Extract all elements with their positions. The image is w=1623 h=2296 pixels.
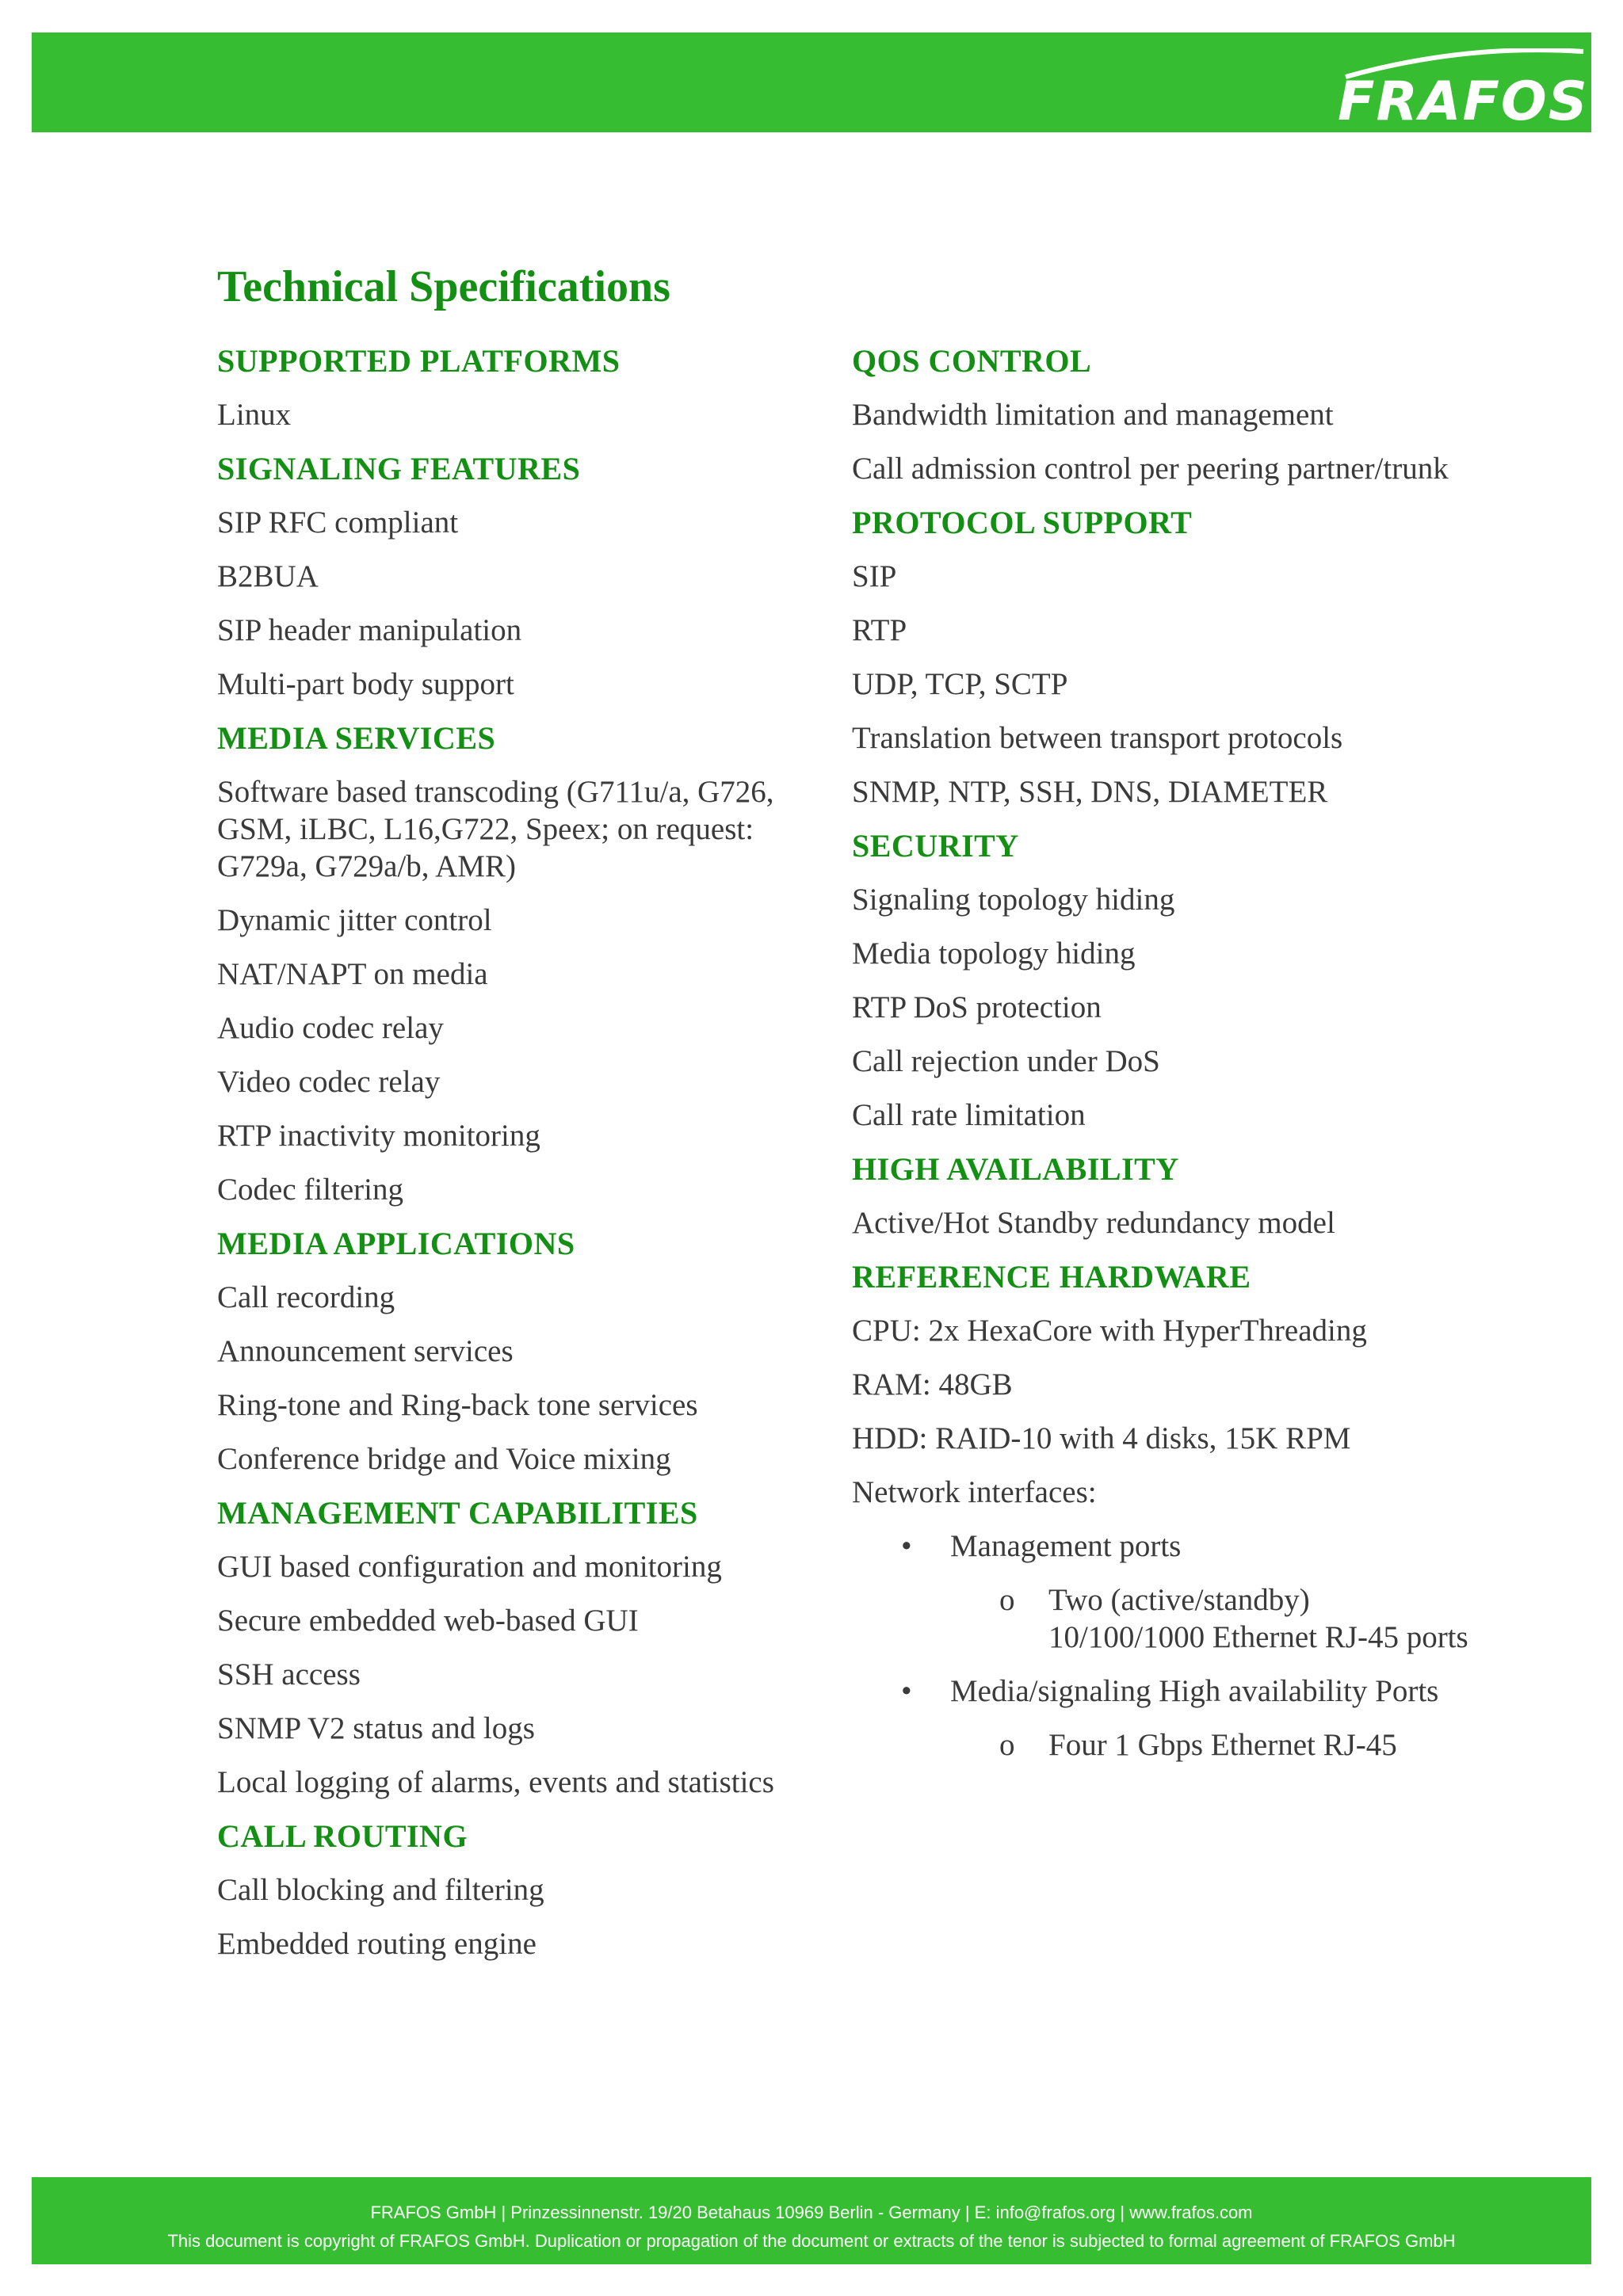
sub-bullet-item: [852, 1581, 1470, 1656]
spec-item: Call rejection under DoS: [852, 1044, 1160, 1078]
section-heading: MANAGEMENT CAPABILITIES: [217, 1495, 698, 1531]
footer-copyright: This document is copyright of FRAFOS GmbH. Duplication or propagation of the document or extracts of the tenor is subjected to formal agreement of FRAFOS GmbH: [167, 2231, 1456, 2251]
spec-item: Ring-tone and Ring-back tone services: [217, 1388, 698, 1422]
sub-bullet-item: [852, 1726, 1470, 1764]
spec-item: SSH access: [217, 1657, 361, 1691]
section-heading: REFERENCE HARDWARE: [852, 1259, 1251, 1295]
section-heading: QOS CONTROL: [852, 343, 1092, 379]
spec-item: HDD: RAID-10 with 4 disks, 15K RPM: [852, 1421, 1351, 1455]
section-qos-control: [852, 342, 1470, 487]
logo-text: FRAFOS: [1338, 75, 1589, 129]
bullet-dot-icon: •: [901, 1529, 912, 1563]
section-heading: SIGNALING FEATURES: [217, 451, 581, 486]
section-heading: MEDIA APPLICATIONS: [217, 1226, 575, 1261]
footer-contact: FRAFOS GmbH | Prinzessinnenstr. 19/20 Betahaus 10969 Berlin - Germany | E: info@frafos.org | www.frafos.com: [370, 2203, 1253, 2222]
spec-item: B2BUA: [217, 559, 319, 593]
section-heading: PROTOCOL SUPPORT: [852, 505, 1193, 540]
section-security: [852, 827, 1470, 1134]
bullet-circle-icon: o: [999, 1728, 1015, 1762]
spec-item: SIP header manipulation: [217, 613, 522, 647]
section-reference-hardware: [852, 1258, 1470, 1764]
spec-item: NAT/NAPT on media: [217, 957, 488, 991]
section-call-routing: [217, 1817, 819, 1962]
spec-item: Network interfaces:: [852, 1475, 1097, 1509]
section-protocol-support: [852, 504, 1470, 810]
spec-item: Signaling topology hiding: [852, 883, 1175, 917]
spec-item: Conference bridge and Voice mixing: [217, 1442, 671, 1476]
section-heading: HIGH AVAILABILITY: [852, 1151, 1179, 1187]
bullet-dot-icon: •: [901, 1674, 912, 1708]
spec-item: UDP, TCP, SCTP: [852, 667, 1068, 701]
section-management-capabilities: [217, 1494, 819, 1801]
spec-item: Call rate limitation: [852, 1098, 1086, 1132]
footer-bar: [32, 2177, 1591, 2264]
bullet-text: Management ports: [950, 1529, 1182, 1563]
spec-item: SIP: [852, 559, 897, 593]
frafos-logo: [1330, 48, 1591, 135]
bullet-text: Two (active/standby) 10/100/1000 Ethernet RJ-45 ports: [1048, 1583, 1468, 1654]
spec-item: Linux: [217, 398, 292, 432]
spec-item: SNMP V2 status and logs: [217, 1711, 535, 1745]
section-signaling-features: [217, 450, 819, 703]
page-title: Technical Specifications: [217, 262, 670, 311]
spec-item: RTP: [852, 613, 907, 647]
section-media-applications: [217, 1225, 819, 1478]
section-media-services: [217, 719, 819, 1208]
section-heading: SUPPORTED PLATFORMS: [217, 343, 621, 379]
spec-item: Local logging of alarms, events and statistics: [217, 1765, 774, 1799]
section-heading: SECURITY: [852, 828, 1019, 864]
spec-item: Bandwidth limitation and management: [852, 398, 1334, 432]
spec-item: Multi-part body support: [217, 667, 514, 701]
spec-item: CPU: 2x HexaCore with HyperThreading: [852, 1314, 1367, 1348]
spec-item: Software based transcoding (G711u/a, G726, GSM, iLBC, L16,G722, Speex; on request: G729a, G729a/b, AMR): [217, 775, 774, 883]
bullet-item: [852, 1672, 1470, 1710]
spec-item: Call recording: [217, 1280, 395, 1314]
spec-item: Translation between transport protocols: [852, 721, 1343, 755]
section-high-availability: [852, 1150, 1470, 1241]
bullet-text: Four 1 Gbps Ethernet RJ-45: [1048, 1728, 1397, 1762]
header-bar: [32, 32, 1591, 132]
spec-item: Codec filtering: [217, 1173, 404, 1207]
bullet-item: [852, 1527, 1470, 1565]
spec-item: GUI based configuration and monitoring: [217, 1550, 722, 1584]
left-column: [217, 342, 819, 1979]
section-heading: CALL ROUTING: [217, 1818, 468, 1854]
spec-item: RTP DoS protection: [852, 990, 1102, 1024]
spec-item: Secure embedded web-based GUI: [217, 1604, 639, 1638]
right-column: [852, 342, 1470, 1780]
spec-item: Active/Hot Standby redundancy model: [852, 1206, 1335, 1240]
spec-item: Audio codec relay: [217, 1011, 444, 1045]
bullet-circle-icon: o: [999, 1583, 1015, 1617]
section-supported-platforms: [217, 342, 819, 433]
spec-item: Call admission control per peering partner/trunk: [852, 452, 1449, 486]
spec-item: SIP RFC compliant: [217, 505, 459, 540]
spec-item: RAM: 48GB: [852, 1367, 1013, 1402]
spec-item: RTP inactivity monitoring: [217, 1119, 540, 1153]
spec-item: Dynamic jitter control: [217, 903, 492, 937]
spec-item: Media topology hiding: [852, 936, 1136, 971]
spec-item: SNMP, NTP, SSH, DNS, DIAMETER: [852, 775, 1328, 809]
spec-item: Embedded routing engine: [217, 1927, 537, 1961]
spec-item: Announcement services: [217, 1334, 514, 1368]
spec-item: Video codec relay: [217, 1065, 441, 1099]
section-heading: MEDIA SERVICES: [217, 720, 496, 756]
bullet-text: Media/signaling High availability Ports: [950, 1674, 1439, 1708]
spec-item: Call blocking and filtering: [217, 1873, 544, 1907]
